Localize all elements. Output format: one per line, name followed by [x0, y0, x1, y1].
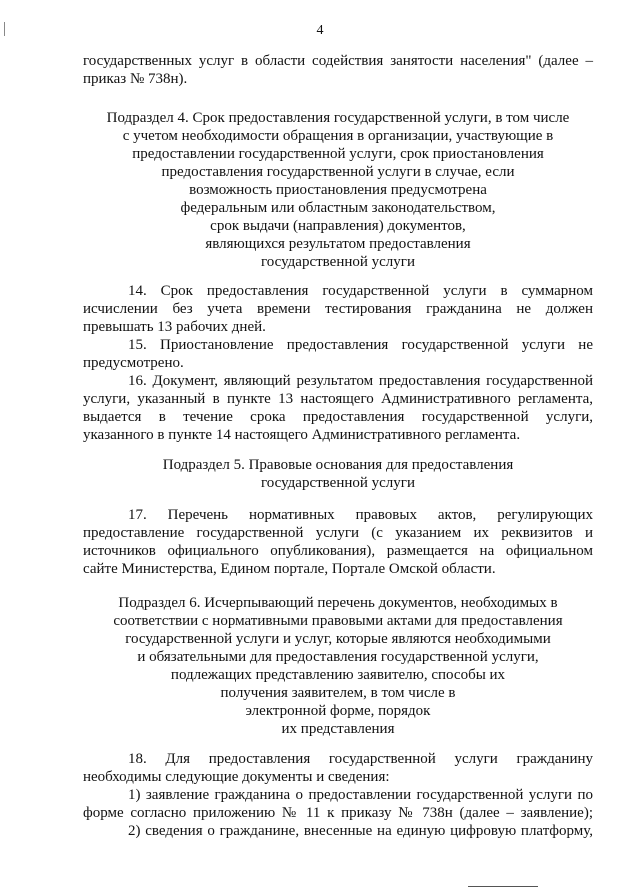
text-line: 14. Срок предоставления государственной услуги в суммарном: [128, 283, 593, 299]
text-line: 17. Перечень нормативных правовых актов, регулирующих: [128, 507, 593, 523]
section-heading-line: электронной форме, порядок: [245, 703, 431, 719]
section-heading-line: возможность приостановления предусмотрена: [189, 182, 487, 198]
bottom-scan-mark: [468, 886, 538, 887]
section-heading-line: получения заявителем, в том числе в: [220, 685, 456, 701]
section-heading-line: государственной услуги: [261, 475, 415, 491]
section-heading-line: их представления: [281, 721, 395, 737]
section-heading-line: Подраздел 6. Исчерпывающий перечень документов, необходимых в: [118, 595, 558, 611]
text-line: необходимы следующие документы и сведения:: [83, 769, 390, 785]
text-line: форме согласно приложению № 11 к приказу № 738н (далее – заявление);: [83, 805, 593, 821]
text-line: 18. Для предоставления государственной услуги гражданину: [128, 751, 593, 767]
text-line: предусмотрено.: [83, 355, 184, 371]
section-heading-line: предоставлении государственной услуги, срок приостановления: [132, 146, 544, 162]
section-heading-line: государственной услуги: [261, 254, 415, 270]
section-heading-line: соответствии с нормативными правовыми актами для предоставления: [113, 613, 563, 629]
section-heading-line: с учетом необходимости обращения в организации, участвующие в: [122, 128, 554, 144]
text-line: государственных услуг в области содействия занятости населения" (далее –: [83, 53, 593, 69]
section-heading-line: подлежащих представлению заявителю, способы их: [170, 667, 506, 683]
text-line: превышать 13 рабочих дней.: [83, 319, 266, 335]
text-line: услуги, указанный в пункте 13 настоящего Административного регламента,: [83, 391, 593, 407]
section-heading-line: Подраздел 4. Срок предоставления государственной услуги, в том числе: [106, 110, 570, 126]
text-line: 16. Документ, являющий результатом предоставления государственной: [128, 373, 593, 389]
text-line: исчислении без учета времени тестирования гражданина не должен: [83, 301, 593, 317]
text-line: 2) сведения о гражданине, внесенные на единую цифровую платформу,: [128, 823, 593, 839]
left-edge-mark: [4, 22, 5, 36]
text-line: 1) заявление гражданина о предоставлении государственной услуги по: [128, 787, 593, 803]
section-heading-line: и обязательными для предоставления государственной услуги,: [137, 649, 539, 665]
text-line: указанного в пункте 14 настоящего Административного регламента.: [83, 427, 521, 443]
text-line: 15. Приостановление предоставления государственной услуги не: [128, 337, 593, 353]
section-heading-line: Подраздел 5. Правовые основания для предоставления: [162, 457, 514, 473]
text-line: источников официального опубликования), размещается на официальном: [83, 543, 593, 559]
page-number: 4: [316, 23, 324, 38]
text-line: приказ № 738н).: [83, 71, 188, 87]
text-line: выдается в течение срока предоставления государственной услуги,: [83, 409, 593, 425]
section-heading-line: федеральным или областным законодательством,: [180, 200, 496, 216]
section-heading-line: предоставления государственной услуги в случае, если: [161, 164, 515, 180]
section-heading-line: срок выдачи (направления) документов,: [210, 218, 466, 234]
text-line: предоставление государственной услуги (с указанием их реквизитов и: [83, 525, 593, 541]
section-heading-line: являющихся результатом предоставления: [205, 236, 471, 252]
section-heading-line: государственной услуги и услуг, которые являются необходимыми: [125, 631, 551, 647]
text-line: сайте Министерства, Едином портале, Портале Омской области.: [83, 561, 496, 577]
